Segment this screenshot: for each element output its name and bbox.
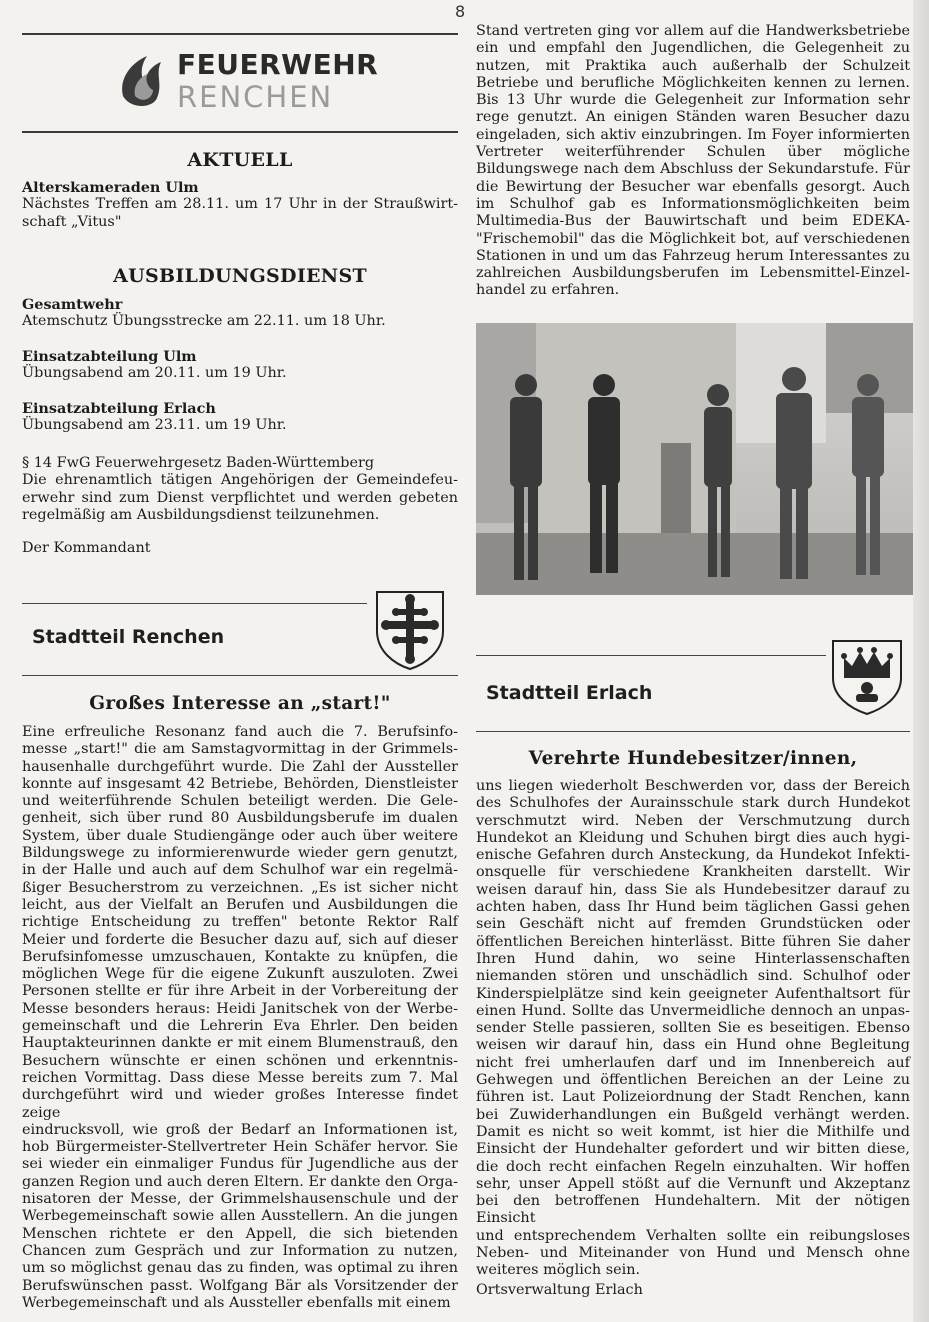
- text-line: Messe besonders heraus: Heidi Janitschek von der Werbe-: [22, 1000, 458, 1017]
- erlach-article-body: [476, 778, 910, 1280]
- text-line: durchgeführt wird und wieder großes Interesse findet zeige: [22, 1087, 458, 1121]
- einsatz-ulm-title: Einsatzabteilung Ulm: [22, 348, 197, 365]
- alterskameraden-block: [22, 179, 458, 231]
- page-edge-shadow: [913, 0, 929, 1322]
- text-line: Ihren Hund dahin, wo seine Hinterlassenschaften: [476, 950, 910, 967]
- text-line: öffentlichen Bereichen hinterlässt. Bitte führen Sie daher: [476, 933, 910, 950]
- renchen-top-rule: [22, 603, 367, 604]
- text-line: Die ehrenamtlich tätigen Angehörigen der Gemeindefeu-: [22, 472, 458, 489]
- text-line: Damit es nicht so weit kommt, ist hier die Mithilfe und: [476, 1123, 910, 1140]
- text-line: des Schulhofes der Aurainsschule stark durch Hundekot: [476, 795, 910, 812]
- text-line: Berufsinfomesse umzuschauen, Kontakte zu knüpfen, die: [22, 948, 458, 965]
- page-number: 8: [455, 2, 466, 21]
- erlach-bottom-rule: [476, 731, 910, 732]
- einsatz-ulm-block: [22, 348, 458, 383]
- text-line: uns liegen wiederholt Beschwerden vor, dass der Bereich: [476, 778, 910, 794]
- text-line: Meier und forderte die Besucher dazu auf, sich auf dieser: [22, 931, 458, 948]
- text-line: weisen wir darauf hin, dass ein Hund ohne Begleitung: [476, 1037, 910, 1054]
- text-line: möglichen Wege für die eigene Zukunft auszuloten. Zwei: [22, 966, 458, 983]
- renchen-headline: Großes Interesse an „start!": [89, 693, 391, 714]
- text-line: Einsicht der Hundehalter gefordert und wir bitten diese,: [476, 1141, 910, 1158]
- text-line: handel zu erfahren.: [476, 282, 620, 299]
- text-line: und entsprechendem Verhalten sollte ein reibungsloses: [476, 1227, 910, 1244]
- erlach-top-rule: [476, 655, 826, 656]
- text-line: hausenhalle durchgeführt wurde. Die Zahl der Aussteller: [22, 758, 458, 775]
- text-line: Bildungswege zu informierenwurde wieder gern genutzt,: [22, 845, 458, 862]
- text-line: niemanden stören und unschädlich sind. Schulhof oder: [476, 968, 910, 985]
- text-line: rege genutzt. An einigen Ständen waren Besucher dazu: [476, 109, 910, 126]
- aktuell-heading: AKTUELL: [187, 149, 293, 171]
- gesamtwehr-title: Gesamtwehr: [22, 296, 123, 313]
- text-line: die doch recht einfachen Regeln einzuhalten. Wir hoffen: [476, 1158, 910, 1175]
- top-rule: [22, 33, 458, 35]
- text-line: hob Bürgermeister-Stellvertreter Hein Schäfer hervor. Sie: [22, 1139, 458, 1156]
- renchen-bottom-rule: [22, 675, 458, 676]
- text-line: Übungsabend am 23.11. um 19 Uhr.: [22, 417, 287, 434]
- renchen-section-label: Stadtteil Renchen: [32, 626, 225, 648]
- text-line: Vertreter weiterführender Schulen über mögliche: [476, 144, 910, 161]
- text-line: Kinderspielplätze sind kein geeigneter Aufenthaltsort für: [476, 985, 910, 1002]
- text-line: genheit, sich über rund 80 Ausbildungsberufe im dualen: [22, 810, 458, 827]
- text-line: in der Halle und auch auf dem Schulhof war ein regelmä-: [22, 862, 458, 879]
- text-line: Personen stellte er für ihre Arbeit in der Vorbereitung der: [22, 983, 458, 1000]
- text-line: Hauptakteurinnen dankte er mit einem Blumenstrauß, den: [22, 1035, 458, 1052]
- text-line: Bis 13 Uhr wurde die Gelegenheit zur Information sehr: [476, 92, 910, 109]
- kommandant-signature: Der Kommandant: [22, 540, 151, 556]
- text-line: ganzen Region und auch deren Eltern. Er dankte den Orga-: [22, 1173, 458, 1190]
- text-line: weiteres möglich sein.: [476, 1262, 641, 1279]
- event-photo-image: [476, 323, 913, 595]
- text-line: § 14 FwG Feuerwehrgesetz Baden-Württemberg: [22, 455, 375, 471]
- text-line: zahlreichen Ausbildungsberufen im Lebensmittel-Einzel-: [476, 265, 910, 282]
- text-line: sein Geschäft nicht auf fremden Grundstücken oder: [476, 916, 910, 933]
- renchen-article-continuation: [476, 23, 910, 300]
- text-line: bei den betroffenen Hundehaltern. Mit der nötigen Einsicht: [476, 1193, 910, 1227]
- text-line: reichen Vormittag. Dass diese Messe bereits zum 7. Mal: [22, 1069, 458, 1086]
- flame-logo-icon: [117, 50, 175, 114]
- text-line: ßiger Besucherstrom zu verzeichnen. „Es ist sicher nicht: [22, 879, 458, 896]
- erlach-headline: Verehrte Hundebesitzer/innen,: [528, 748, 858, 769]
- text-line: Gehwegen und öffentlichen Bereichen an der Leine zu: [476, 1072, 910, 1089]
- event-photo: [476, 323, 913, 595]
- text-line: und weiterführende Schulen beteiligt werden. Die Gele-: [22, 793, 458, 810]
- text-line: Bildungswege nach dem Abschluss der Sekundarstufe. Für: [476, 161, 910, 178]
- text-line: Nächstes Treffen am 28.11. um 17 Uhr in der Straußwirt-: [22, 196, 458, 213]
- ausbildungsdienst-heading: AUSBILDUNGSDIENST: [113, 265, 367, 287]
- text-line: Multimedia-Bus der Bauwirtschaft und beim EDEKA-: [476, 213, 910, 230]
- text-line: weisen darauf hin, dass Sie als Hundebesitzer darauf zu: [476, 881, 910, 898]
- erlach-section-label: Stadtteil Erlach: [486, 682, 653, 704]
- text-line: nicht frei umherlaufen darf und im Innenbereich auf: [476, 1054, 910, 1071]
- text-line: konnte auf insgesamt 42 Betriebe, Behörden, Dienstleister: [22, 775, 458, 792]
- text-line: um so möglichst genau das zu finden, was optimal zu ihren: [22, 1260, 458, 1277]
- text-line: Werbegemeinschaft sowie allen Ausstellern. An die jungen: [22, 1208, 458, 1225]
- text-line: Atemschutz Übungsstrecke am 22.11. um 18 Uhr.: [22, 313, 386, 330]
- logo-line-renchen: RENCHEN: [177, 80, 334, 114]
- logo-bottom-rule: [22, 131, 458, 133]
- text-line: sehr, unser Appell stößt auf die Vernunft und Akzeptanz: [476, 1175, 910, 1192]
- text-line: erwehr sind zum Dienst verpflichtet und werden gebeten: [22, 489, 458, 506]
- renchen-coat-of-arms-icon: [374, 589, 446, 671]
- text-line: eindrucksvoll, wie groß der Bedarf an Informationen ist,: [22, 1121, 458, 1138]
- text-line: Berufswünschen passt. Wolfgang Bär als Vorsitzender der: [22, 1277, 458, 1294]
- text-line: Stationen in und um das Fahrzeug herum Interessantes zu: [476, 247, 910, 264]
- text-line: im Schulhof gab es Informationsmöglichkeiten beim: [476, 195, 910, 212]
- alterskameraden-title: Alterskameraden Ulm: [22, 179, 199, 196]
- gesamtwehr-block: [22, 296, 458, 331]
- text-line: enische Gefahren durch Ansteckung, da Hundekot Infekti-: [476, 847, 910, 864]
- text-line: bei Zuwiderhandlungen ein Bußgeld verhängt werden.: [476, 1106, 910, 1123]
- text-line: eingeladen, sich aktiv einzubringen. Im Foyer informierten: [476, 126, 910, 143]
- text-line: richtige Entscheidung zu treffen" betonte Rektor Ralf: [22, 914, 458, 931]
- text-line: führen ist. Laut Polizeiordnung der Stadt Renchen, kann: [476, 1089, 910, 1106]
- text-line: ein und empfahl den Jugendlichen, die Gelegenheit zu: [476, 40, 910, 57]
- text-line: Betriebe und berufliche Möglichkeiten kennen zu lernen.: [476, 74, 910, 91]
- text-line: achten haben, dass Ihr Hund beim täglichen Gassi gehen: [476, 899, 910, 916]
- logo-line-feuerwehr: FEUERWEHR: [177, 48, 379, 81]
- text-line: "Frischemobil" das die Möglichkeit bot, auf verschiedenen: [476, 230, 910, 247]
- renchen-article-body: [22, 724, 458, 1312]
- text-line: Hundekot an Kleidung und Schuhen birgt dies auch hygi-: [476, 829, 910, 846]
- erlach-signature: Ortsverwaltung Erlach: [476, 1282, 643, 1298]
- law-paragraph: [22, 455, 458, 524]
- text-line: Neben- und Miteinander von Hund und Mensch ohne: [476, 1245, 910, 1262]
- text-line: Stand vertreten ging vor allem auf die Handwerksbetriebe: [476, 23, 910, 39]
- text-line: Menschen richtete er den Appell, die sich bietenden: [22, 1225, 458, 1242]
- text-line: gemeinschaft und die Lehrerin Eva Ehrler. Den beiden: [22, 1018, 458, 1035]
- text-line: nutzen, mit Praktika auch außerhalb der Schulzeit: [476, 57, 910, 74]
- text-line: Werbegemeinschaft und als Aussteller ebenfalls mit einem: [22, 1294, 451, 1311]
- text-line: sei wieder ein einmaliger Fundus für Jugendliche aus der: [22, 1156, 458, 1173]
- text-line: leicht, aus der Vielfalt an Berufen und Ausbildungen die: [22, 896, 458, 913]
- einsatz-erlach-block: [22, 400, 458, 435]
- text-line: Besuchern wünschte er einen schönen und erkenntnis-: [22, 1052, 458, 1069]
- text-line: die Bewirtung der Besucher war ebenfalls gesorgt. Auch: [476, 178, 910, 195]
- text-line: regelmäßig am Ausbildungsdienst teilzunehmen.: [22, 506, 380, 523]
- text-line: sender Stelle passieren, sollten Sie es beseitigen. Ebenso: [476, 1020, 910, 1037]
- text-line: nisatoren der Messe, der Grimmelshausenschule und der: [22, 1191, 458, 1208]
- text-line: messe „start!" die am Samstagvormittag in der Grimmels-: [22, 741, 458, 758]
- text-line: Eine erfreuliche Resonanz fand auch die 7. Berufsinfo-: [22, 724, 458, 740]
- text-line: verschmutzt wird. Neben der Verschmutzung durch: [476, 812, 910, 829]
- text-line: System, über duale Studiengänge oder auch über weitere: [22, 827, 458, 844]
- text-line: onsquelle für verschiedene Krankheiten darstellt. Wir: [476, 864, 910, 881]
- text-line: schaft „Vitus": [22, 213, 122, 230]
- text-line: Übungsabend am 20.11. um 19 Uhr.: [22, 365, 287, 382]
- text-line: Chancen zum Gespräch und zur Information zu nutzen,: [22, 1242, 458, 1259]
- erlach-coat-of-arms-icon: [830, 638, 904, 716]
- text-line: einen Hund. Sollte das Unvermeidliche dennoch an unpas-: [476, 1002, 910, 1019]
- einsatz-erlach-title: Einsatzabteilung Erlach: [22, 400, 216, 417]
